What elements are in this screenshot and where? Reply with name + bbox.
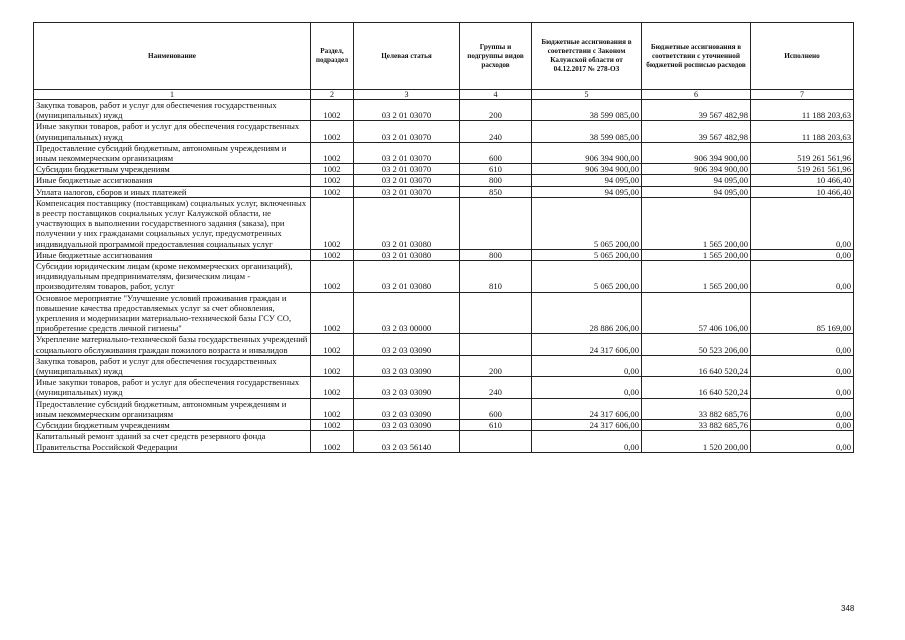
colnum-7: 7 xyxy=(751,90,854,100)
section-cell: 1002 xyxy=(311,186,354,197)
law-amount-cell: 906 394 900,00 xyxy=(532,142,642,163)
budget-table xyxy=(33,22,854,453)
law-amount-cell: 24 317 606,00 xyxy=(532,398,642,419)
executed-amount-cell: 10 466,40 xyxy=(751,175,854,186)
table-row xyxy=(34,420,854,431)
colnum-6: 6 xyxy=(642,90,751,100)
refined-amount-cell: 906 394 900,00 xyxy=(642,164,751,175)
colnum-4: 4 xyxy=(460,90,532,100)
header-name: Наименование xyxy=(34,23,311,90)
group-cell: 240 xyxy=(460,377,532,398)
table-row xyxy=(34,121,854,142)
table-row xyxy=(34,398,854,419)
colnum-5: 5 xyxy=(532,90,642,100)
group-cell: 850 xyxy=(460,186,532,197)
target-cell: 03 2 03 03090 xyxy=(354,334,460,355)
section-cell: 1002 xyxy=(311,249,354,260)
group-cell: 200 xyxy=(460,355,532,376)
law-amount-cell: 24 317 606,00 xyxy=(532,420,642,431)
law-amount-cell: 94 095,00 xyxy=(532,175,642,186)
law-amount-cell: 38 599 085,00 xyxy=(532,100,642,121)
law-amount-cell: 38 599 085,00 xyxy=(532,121,642,142)
name-cell: Предоставление субсидий бюджетным, автономным учреждениям и иным некоммерческим организациям xyxy=(34,142,311,163)
section-cell: 1002 xyxy=(311,197,354,249)
target-cell: 03 2 03 03090 xyxy=(354,420,460,431)
law-amount-cell: 28 886 206,00 xyxy=(532,292,642,334)
executed-amount-cell: 10 466,40 xyxy=(751,186,854,197)
target-cell: 03 2 01 03080 xyxy=(354,261,460,293)
target-cell: 03 2 01 03070 xyxy=(354,121,460,142)
name-cell: Иные закупки товаров, работ и услуг для обеспечения государственных (муниципальных) нужд xyxy=(34,377,311,398)
law-amount-cell: 24 317 606,00 xyxy=(532,334,642,355)
group-cell xyxy=(460,292,532,334)
group-cell: 800 xyxy=(460,175,532,186)
executed-amount-cell: 85 169,00 xyxy=(751,292,854,334)
executed-amount-cell: 0,00 xyxy=(751,377,854,398)
refined-amount-cell: 94 095,00 xyxy=(642,175,751,186)
section-cell: 1002 xyxy=(311,261,354,293)
name-cell: Капитальный ремонт зданий за счет средств резервного фонда Правительства Российской Федерации xyxy=(34,431,311,452)
group-cell: 200 xyxy=(460,100,532,121)
section-cell: 1002 xyxy=(311,377,354,398)
header-exec: Исполнено xyxy=(751,23,854,90)
name-cell: Основное мероприятие "Улучшение условий проживания граждан и повышение качества предоставляемых услуг за счет обновления, укрепления и модернизации материально-технической базы ГСУ СО, приобретение средств личной гигиены" xyxy=(34,292,311,334)
law-amount-cell: 94 095,00 xyxy=(532,186,642,197)
name-cell: Иные закупки товаров, работ и услуг для обеспечения государственных (муниципальных) нужд xyxy=(34,121,311,142)
refined-amount-cell: 39 567 482,98 xyxy=(642,121,751,142)
section-cell: 1002 xyxy=(311,164,354,175)
group-cell: 810 xyxy=(460,261,532,293)
name-cell: Иные бюджетные ассигнования xyxy=(34,175,311,186)
group-cell: 610 xyxy=(460,164,532,175)
target-cell: 03 2 03 03090 xyxy=(354,377,460,398)
law-amount-cell: 0,00 xyxy=(532,355,642,376)
refined-amount-cell: 57 406 106,00 xyxy=(642,292,751,334)
refined-amount-cell: 1 565 200,00 xyxy=(642,197,751,249)
refined-amount-cell: 906 394 900,00 xyxy=(642,142,751,163)
group-cell: 610 xyxy=(460,420,532,431)
executed-amount-cell: 11 188 203,63 xyxy=(751,100,854,121)
target-cell: 03 2 01 03070 xyxy=(354,175,460,186)
executed-amount-cell: 0,00 xyxy=(751,261,854,293)
table-row xyxy=(34,175,854,186)
target-cell: 03 2 01 03070 xyxy=(354,100,460,121)
executed-amount-cell: 0,00 xyxy=(751,249,854,260)
executed-amount-cell: 519 261 561,96 xyxy=(751,142,854,163)
page-number: 348 xyxy=(841,604,855,613)
column-number-row xyxy=(34,90,854,100)
group-cell: 800 xyxy=(460,249,532,260)
table-row xyxy=(34,431,854,452)
header-section: Раздел, подраздел xyxy=(311,23,354,90)
law-amount-cell: 5 065 200,00 xyxy=(532,249,642,260)
executed-amount-cell: 519 261 561,96 xyxy=(751,164,854,175)
target-cell: 03 2 01 03070 xyxy=(354,164,460,175)
table-row xyxy=(34,186,854,197)
executed-amount-cell: 0,00 xyxy=(751,197,854,249)
name-cell: Субсидии бюджетным учреждениям xyxy=(34,420,311,431)
table-row xyxy=(34,377,854,398)
section-cell: 1002 xyxy=(311,292,354,334)
executed-amount-cell: 0,00 xyxy=(751,398,854,419)
header-target: Целевая статья xyxy=(354,23,460,90)
section-cell: 1002 xyxy=(311,398,354,419)
name-cell: Иные бюджетные ассигнования xyxy=(34,249,311,260)
name-cell: Закупка товаров, работ и услуг для обеспечения государственных (муниципальных) нужд xyxy=(34,355,311,376)
target-cell: 03 2 03 56140 xyxy=(354,431,460,452)
target-cell: 03 2 03 00000 xyxy=(354,292,460,334)
executed-amount-cell: 0,00 xyxy=(751,431,854,452)
colnum-2: 2 xyxy=(311,90,354,100)
table-row xyxy=(34,142,854,163)
colnum-1: 1 xyxy=(34,90,311,100)
law-amount-cell: 5 065 200,00 xyxy=(532,261,642,293)
section-cell: 1002 xyxy=(311,355,354,376)
name-cell: Укрепление материально-технической базы государственных учреждений социального обслуживания граждан пожилого возраста и инвалидов xyxy=(34,334,311,355)
refined-amount-cell: 1 520 200,00 xyxy=(642,431,751,452)
table-header xyxy=(34,23,854,100)
target-cell: 03 2 03 03090 xyxy=(354,355,460,376)
colnum-3: 3 xyxy=(354,90,460,100)
table-row xyxy=(34,355,854,376)
section-cell: 1002 xyxy=(311,142,354,163)
law-amount-cell: 0,00 xyxy=(532,431,642,452)
name-cell: Уплата налогов, сборов и иных платежей xyxy=(34,186,311,197)
table-row xyxy=(34,249,854,260)
header-law: Бюджетные ассигнования в соответствии с Законом Калужской области от 04.12.2017 № 278-ОЗ xyxy=(532,23,642,90)
refined-amount-cell: 50 523 206,00 xyxy=(642,334,751,355)
table-row xyxy=(34,292,854,334)
executed-amount-cell: 0,00 xyxy=(751,420,854,431)
table-row xyxy=(34,197,854,249)
refined-amount-cell: 16 640 520,24 xyxy=(642,377,751,398)
table-row xyxy=(34,100,854,121)
section-cell: 1002 xyxy=(311,334,354,355)
group-cell: 600 xyxy=(460,142,532,163)
section-cell: 1002 xyxy=(311,175,354,186)
target-cell: 03 2 01 03070 xyxy=(354,186,460,197)
refined-amount-cell: 16 640 520,24 xyxy=(642,355,751,376)
name-cell: Компенсация поставщику (поставщикам) социальных услуг, включенных в реестр поставщиков социальных услуг Калужской области, не участвующих в выполнении государственного задания (заказа), при получении у них гражданами социальных услуг, предусмотренных индивидуальной программой предоставления социальных услуг xyxy=(34,197,311,249)
section-cell: 1002 xyxy=(311,121,354,142)
name-cell: Субсидии юридическим лицам (кроме некоммерческих организаций), индивидуальным предпринимателям, физическим лицам - производителям товаров, работ, услуг xyxy=(34,261,311,293)
law-amount-cell: 5 065 200,00 xyxy=(532,197,642,249)
table-row xyxy=(34,261,854,293)
group-cell xyxy=(460,431,532,452)
header-groups: Группы и подгруппы видов расходов xyxy=(460,23,532,90)
law-amount-cell: 906 394 900,00 xyxy=(532,164,642,175)
target-cell: 03 2 03 03090 xyxy=(354,398,460,419)
section-cell: 1002 xyxy=(311,100,354,121)
table-row xyxy=(34,334,854,355)
target-cell: 03 2 01 03070 xyxy=(354,142,460,163)
refined-amount-cell: 94 095,00 xyxy=(642,186,751,197)
executed-amount-cell: 0,00 xyxy=(751,334,854,355)
executed-amount-cell: 11 188 203,63 xyxy=(751,121,854,142)
refined-amount-cell: 33 882 685,76 xyxy=(642,420,751,431)
target-cell: 03 2 01 03080 xyxy=(354,249,460,260)
name-cell: Закупка товаров, работ и услуг для обеспечения государственных (муниципальных) нужд xyxy=(34,100,311,121)
section-cell: 1002 xyxy=(311,420,354,431)
table-body xyxy=(34,100,854,453)
refined-amount-cell: 39 567 482,98 xyxy=(642,100,751,121)
group-cell xyxy=(460,197,532,249)
header-refined: Бюджетные ассигнования в соответствии с уточненной бюджетной росписью расходов xyxy=(642,23,751,90)
section-cell: 1002 xyxy=(311,431,354,452)
refined-amount-cell: 33 882 685,76 xyxy=(642,398,751,419)
group-cell: 240 xyxy=(460,121,532,142)
refined-amount-cell: 1 565 200,00 xyxy=(642,261,751,293)
group-cell xyxy=(460,334,532,355)
law-amount-cell: 0,00 xyxy=(532,377,642,398)
executed-amount-cell: 0,00 xyxy=(751,355,854,376)
refined-amount-cell: 1 565 200,00 xyxy=(642,249,751,260)
table-row xyxy=(34,164,854,175)
name-cell: Предоставление субсидий бюджетным, автономным учреждениям и иным некоммерческим организациям xyxy=(34,398,311,419)
name-cell: Субсидии бюджетным учреждениям xyxy=(34,164,311,175)
target-cell: 03 2 01 03080 xyxy=(354,197,460,249)
group-cell: 600 xyxy=(460,398,532,419)
